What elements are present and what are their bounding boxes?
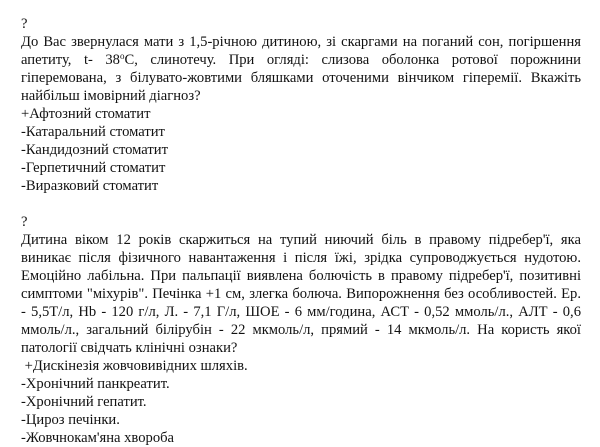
- answer-option: -Герпетичний стоматит: [21, 160, 166, 176]
- answer-option: -Виразковий стоматит: [21, 178, 159, 194]
- answer-option: -Цироз печінки.: [21, 412, 120, 428]
- answer-options: [21, 357, 581, 447]
- question-text-part: С, слинотечу. При огляді: слизова оболонка ротової порожнини гіперемована, з білувато-жовтими бляшками оточеними вінчиком гіперемії. Вкажіть найбільш імовірний діагноз?: [21, 52, 581, 104]
- question-marker: ?: [21, 16, 28, 32]
- answer-option: -Катаральний стоматит: [21, 124, 165, 140]
- paragraph-spacer: [21, 195, 581, 213]
- answer-option: -Кандидозний стоматит: [21, 142, 168, 158]
- question-text: [21, 33, 581, 105]
- answer-option: -Хронічний панкреатит.: [21, 376, 170, 392]
- answer-options: [21, 105, 581, 195]
- question-block-2: [21, 213, 581, 447]
- answer-option-correct: +Афтозний стоматит: [21, 106, 151, 122]
- document-page: [21, 15, 581, 447]
- answer-option-correct: +Дискінезія жовчовивідних шляхів.: [21, 358, 248, 374]
- degree-superscript: о: [119, 51, 125, 61]
- question-marker: ?: [21, 214, 28, 230]
- question-text: Дитина віком 12 років скаржиться на тупий ниючий біль в правому підребер'ї, яка виникає після фізичного навантаження і після їжі, зрідка супроводжується нудотою. Емоційно лабільна. При пальпації виявлена болючість в правому підребер'ї, позитивні симптоми "міхурів". Печінка +1 см, злегка болюча. Випорожнення без особливостей. Ер. - 5,5Т/л, Hb - 120 г/л, Л. - 7,1 Г/л, ШОЕ - 6 мм/година, АСТ - 0,52 ммоль/л., АЛТ - 0,6 ммоль/л., загальний білірубін - 22 мкмоль/л, прямий - 14 мкмоль/л. На користь якої патології свідчать клінічні ознаки?: [21, 232, 581, 356]
- question-text-part: До Вас звернулася мати з 1,5-річною дитиною, зі скаргами на поганий сон, погіршення апетиту, t- 38: [21, 34, 581, 68]
- answer-option: -Жовчнокам'яна хвороба: [21, 430, 175, 446]
- answer-option: -Хронічний гепатит.: [21, 394, 147, 410]
- question-block-1: [21, 15, 581, 195]
